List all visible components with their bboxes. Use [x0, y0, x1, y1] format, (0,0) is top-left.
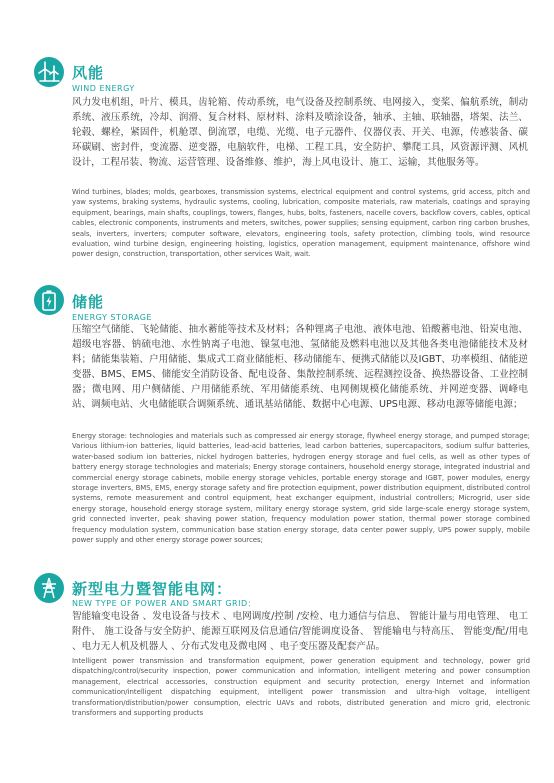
section-title: 储能 — [72, 293, 105, 311]
section-subtitle: NEW TYPE OF POWER AND SMART GRID： — [72, 599, 257, 608]
section-body-chinese: 智能输变电设备 、发电设备与技术 、电网调度/控制 /安检、电力通信与信息、 智能计量与用电管理、 电工附件、 施工设备与安全防护、能源互联网及信息通信/智能调度设备、 智能输电与特高压、 智能变/配/用电 、电力无人机及机器人 、分布式发电及微电网 、电子变压器及配套产品。 — [72, 611, 528, 652]
section-body-chinese: 风力发电机组，叶片、模具，齿轮箱、传动系统，电气设备及控制系统、电网接入，变桨、偏航系统，制动系统、液压系统，冷却、润滑、复合材料、原材料、涂料及喷涂设备，轴承、主轴、联轴器，塔架、法兰、轮毂、螺栓，紧固件，机舱罩、倒流罩，电缆、光缆、电子元器件、仪器仪表、开关、电源，传感装备、碳环碳刷、密封件，变流器、逆变器，电脑软件，电梯、工程工具，安全防护、攀爬工具，风资源评测、风机设计，工程吊装、物流、运营管理、设备维修、维护，海上风电设计、施工、运输，其他服务等。 — [72, 97, 528, 168]
power-tower-icon — [34, 573, 64, 603]
section-body-english: Intelligent power transmission and transformation equipment, power generation equipment and technology, power grid dispatching/control/security inspection, power communication and information, intelligent metering and power consumption management, electrical accessories, construction equipment and security protection, energy Internet and information communication/intelligent dispatching equipment, intelligent power transmission and ultra-high voltage, intelligent transformation/distribution/power consumption, electric UAVs and robots, distributed generation and micro grid, electronic transformers and supporting products — [72, 657, 530, 718]
wind-turbine-icon — [34, 57, 64, 87]
section-title: 新型电力暨智能电网： — [72, 580, 233, 598]
section-body-english: Energy storage: technologies and materials such as compressed air energy storage, flywheel energy storage, and pumped storage; Various lithium-ion batteries, liquid batteries, lead-acid batteries, lead carbon batteries, supercapacitors, sodium sulfur batteries, water-based sodium ion batteries, nickel hydrogen batteries, hydrogen energy storage and fuel cells, as well as other types of battery energy storage technologies and materials; Energy storage containers, household energy storage, integrated industrial and commercial energy storage cabinets, mobile energy storage vehicles, portable energy storage and IGBT, power modules, energy storage inverters, BMS, EMS, energy storage safety and fire protection equipment, power distribution equipment, distributed control systems, remote measurement and control equipment, heat exchanger equipment, industrial controllers; Microgrid, user side energy storage, household energy storage system, military energy storage system, grid side large-scale energy storage system, grid connected inverter, peak shaving power station, frequency modulation power station, thermal power storage combined frequency modulation system, communication base station energy storage, data center power supply, UPS power supply, mobile power supply and other energy storage power sources; — [72, 432, 530, 545]
section-subtitle: ENERGY STORAGE — [72, 313, 152, 322]
section-subtitle: WIND ENERGY — [72, 84, 135, 93]
battery-icon — [34, 285, 64, 315]
section-body-english: Wind turbines, blades; molds, gearboxes, transmission systems, electrical equipment and control systems, grid access, pitch and yaw systems, braking systems, hydraulic systems, cooling, lubrication, composite materials, raw materials, coatings and spraying equipment, bearings, main shafts, couplings, towers, flanges, hubs, bolts, fasteners, nacelle covers, backflow covers, cables, optical cables, electronic components, instruments and meters, switches, power supplies; sensing equipment, carbon ring carbon brushes, seals, inverters, inverters; computer software, elevators, engineering tools, safety protection, climbing tools, wind resource evaluation, wind turbine design, engineering hoisting, logistics, operation management, equipment maintenance, offshore wind power design, construction, transportation, other services Wait, wait. — [72, 188, 530, 259]
section-title: 风能 — [72, 64, 105, 82]
section-body-chinese: 压缩空气储能、飞轮储能、抽水蓄能等技术及材料；各种锂离子电池、液体电池、铅酸蓄电池、铅炭电池、超级电容器、钠硫电池、水性钠离子电池、镍氢电池、氢储能及燃料电池以及其他各类电池储能技术及材料；储能集装箱、户用储能、集成式工商业储能柜、移动储能车、便携式储能以及IGBT、功率模组、储能逆变器、BMS、EMS、储能安全消防设备、配电设备、集散控制系统、远程测控设备、换热器设备、工业控制器；微电网、用户侧储能、户用储能系统、军用储能系统、电网侧规模化储能系统、并网逆变器、调峰电站、调频电站、火电储能联合调频系统、通讯基站储能、数据中心电源、UPS电源、移动电源等储能电源； — [72, 324, 528, 410]
